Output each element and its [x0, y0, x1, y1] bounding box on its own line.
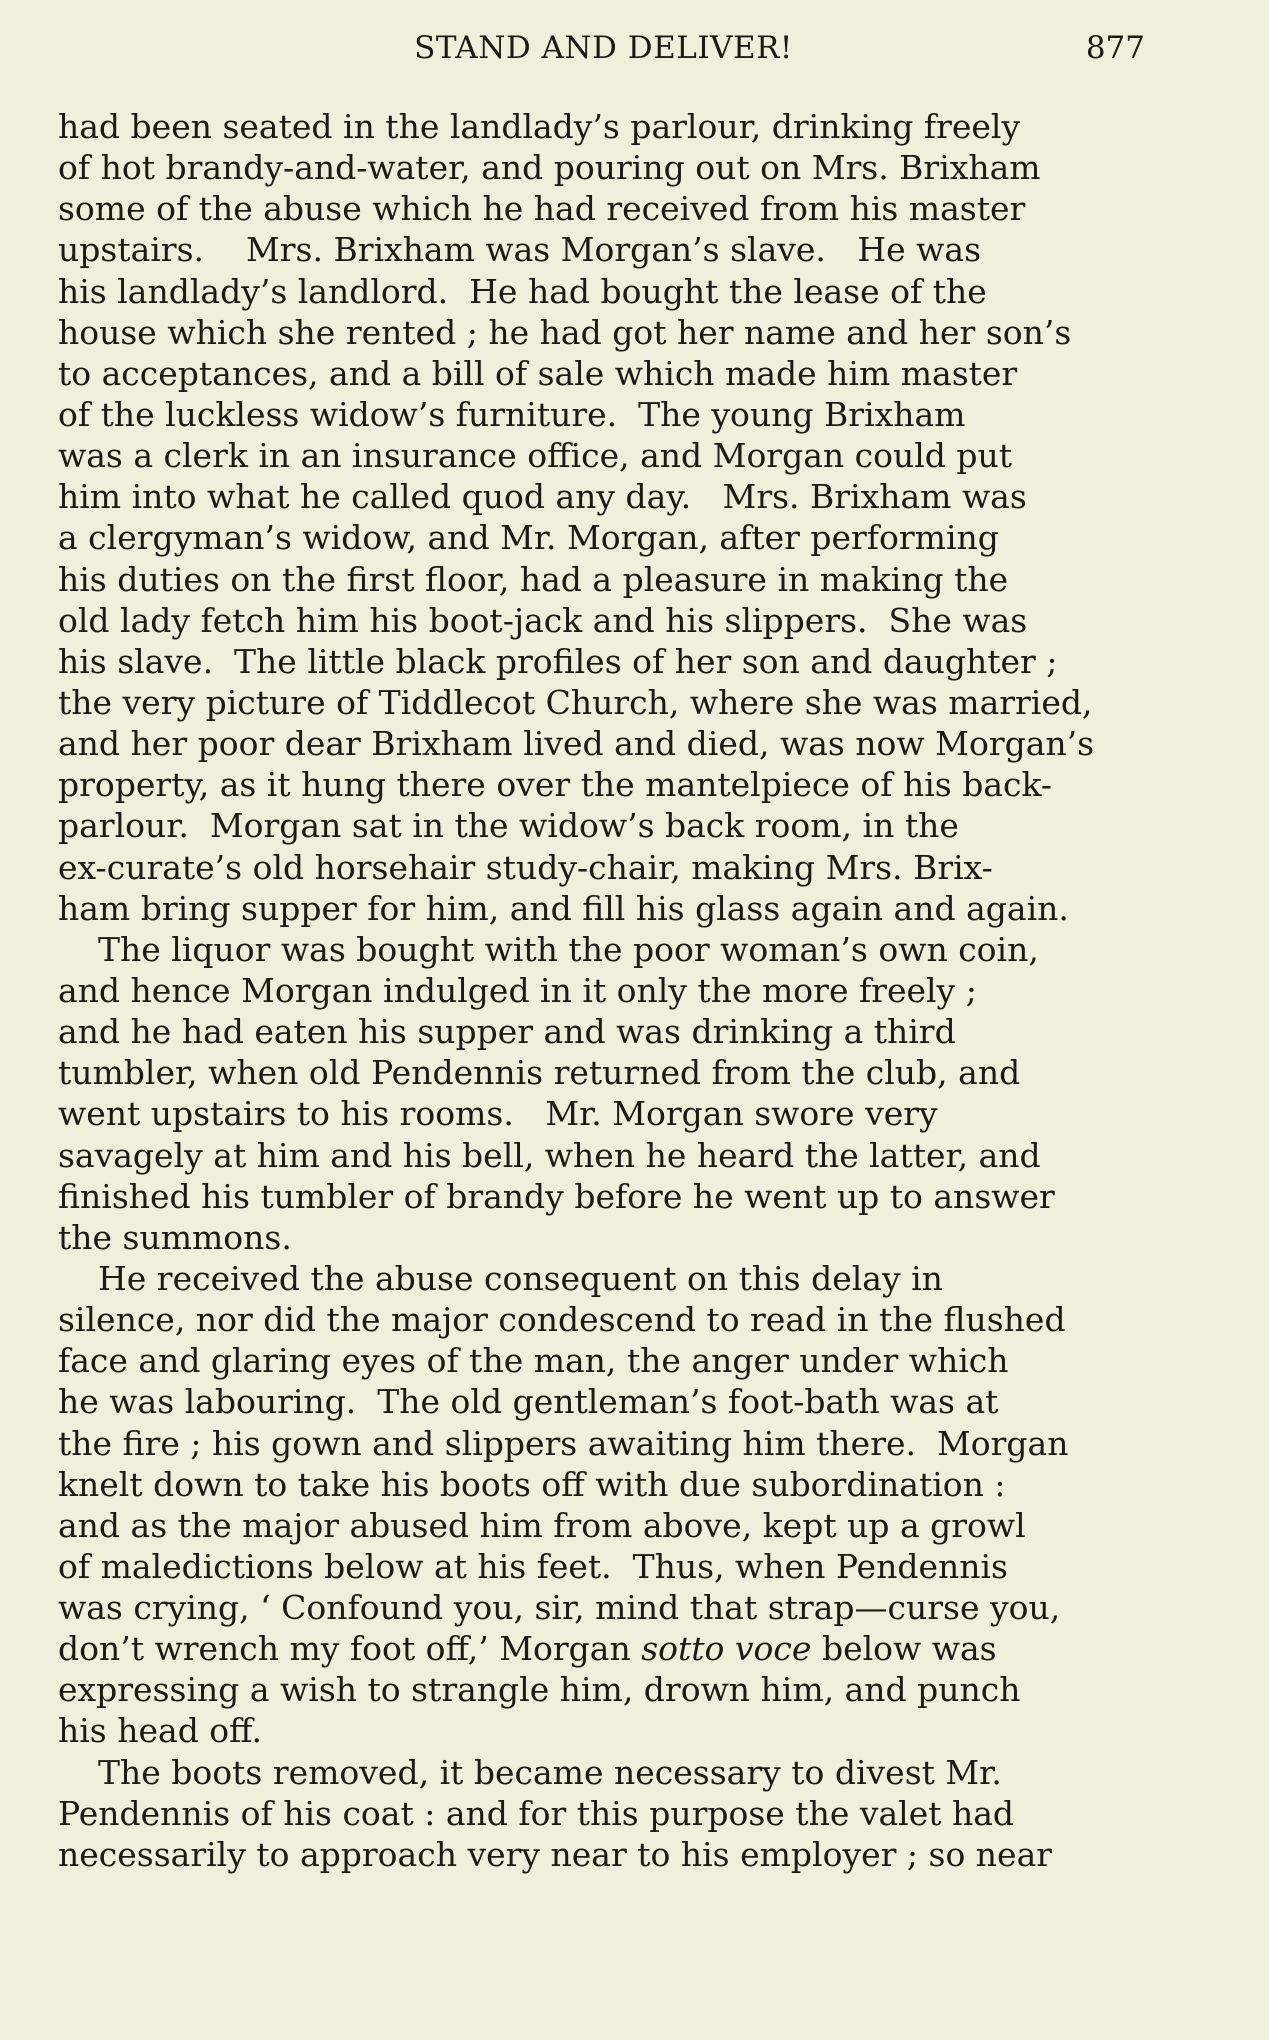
text-line: finished his tumbler of brandy before he went up to answer [58, 1176, 1055, 1216]
text-line: parlour. Morgan sat in the widow’s back room, in the [58, 806, 959, 846]
text-line: the summons. [58, 1217, 292, 1257]
body-text [58, 106, 1146, 1875]
text-line: property, as it hung there over the mantelpiece of his back- [58, 765, 1053, 805]
text-line: of the luckless widow’s furniture. The young Brixham [58, 394, 966, 434]
text-line: the very picture of Tiddlecot Church, where she was married, [58, 682, 1093, 722]
text-line: of maledictions below at his feet. Thus, when Pendennis [58, 1546, 1008, 1586]
text-line: him into what he called quod any day. Mrs. Brixham was [58, 477, 1027, 517]
text-line: face and glaring eyes of the man, the anger under which [58, 1341, 1009, 1381]
text-line: expressing a wish to strangle him, drown him, and punch [58, 1670, 1021, 1710]
text-line: savagely at him and his bell, when he heard the latter, and [58, 1135, 1041, 1175]
text-line: Pendennis of his coat : and for this purpose the valet had [58, 1793, 1015, 1833]
text-line: to acceptances, and a bill of sale which made him master [58, 353, 1018, 393]
italic-phrase: sotto voce [641, 1629, 812, 1669]
text-line: some of the abuse which he had received from his master [58, 189, 1026, 229]
line-tail: below was [811, 1629, 997, 1669]
paragraph-start-line: The boots removed, it became necessary to divest Mr. [98, 1752, 1002, 1792]
text-line: and as the major abused him from above, kept up a growl [58, 1505, 1026, 1545]
text-line: his duties on the first floor, had a pleasure in making the [58, 559, 1009, 599]
text-line: ham bring supper for him, and fill his glass again and again. [58, 888, 1069, 928]
text-line: was crying, ‘ Confound you, sir, mind that strap—curse you, [58, 1588, 1061, 1628]
page-number: 877 [1085, 30, 1145, 66]
text-line: tumbler, when old Pendennis returned from the club, and [58, 1053, 1021, 1093]
text-line: upstairs. Mrs. Brixham was Morgan’s slave. He was [58, 230, 982, 270]
text-line: his slave. The little black profiles of her son and daughter ; [58, 641, 1058, 681]
text-line: knelt down to take his boots off with due subordination : [58, 1464, 1006, 1504]
text-line: went upstairs to his rooms. Mr. Morgan swore very [58, 1094, 938, 1134]
text-line: his head off. [58, 1711, 262, 1751]
text-line: was a clerk in an insurance office, and Morgan could put [58, 436, 1013, 476]
text-line: silence, nor did the major condescend to read in the flushed [58, 1300, 1066, 1340]
running-title: STAND AND DELIVER! [414, 30, 793, 66]
text-line: had been seated in the landlady’s parlour, drinking freely [58, 107, 1021, 146]
text-line: a clergyman’s widow, and Mr. Morgan, after performing [58, 518, 999, 558]
text-line: he was labouring. The old gentleman’s foot-bath was at [58, 1382, 999, 1422]
text-line: old lady fetch him his boot-jack and his slippers. She was [58, 600, 1028, 640]
text-line-with-italics [58, 1628, 1146, 1669]
paragraph-start-line: He received the abuse consequent on this delay in [98, 1258, 943, 1298]
text-line: house which she rented ; he had got her name and her son’s [58, 312, 1072, 352]
text-line: his landlady’s landlord. He had bought the lease of the [58, 271, 987, 311]
paragraph-start-line: The liquor was bought with the poor woman’s own coin, [98, 929, 1039, 969]
text-line: and her poor dear Brixham lived and died, was now Morgan’s [58, 724, 1095, 764]
text-line: and he had eaten his supper and was drinking a third [58, 1012, 956, 1052]
text-line: of hot brandy-and-water, and pouring out on Mrs. Brixham [58, 148, 1041, 188]
text-line: the fire ; his gown and slippers awaiting him there. Morgan [58, 1423, 1069, 1463]
line-head: don’t wrench my foot off,’ Morgan [58, 1629, 642, 1669]
text-line: and hence Morgan indulged in it only the more freely ; [58, 970, 977, 1010]
page-header [62, 30, 1145, 80]
text-line: ex-curate’s old horsehair study-chair, making Mrs. Brix- [58, 847, 993, 887]
text-line: necessarily to approach very near to his employer ; so near [58, 1834, 1053, 1874]
